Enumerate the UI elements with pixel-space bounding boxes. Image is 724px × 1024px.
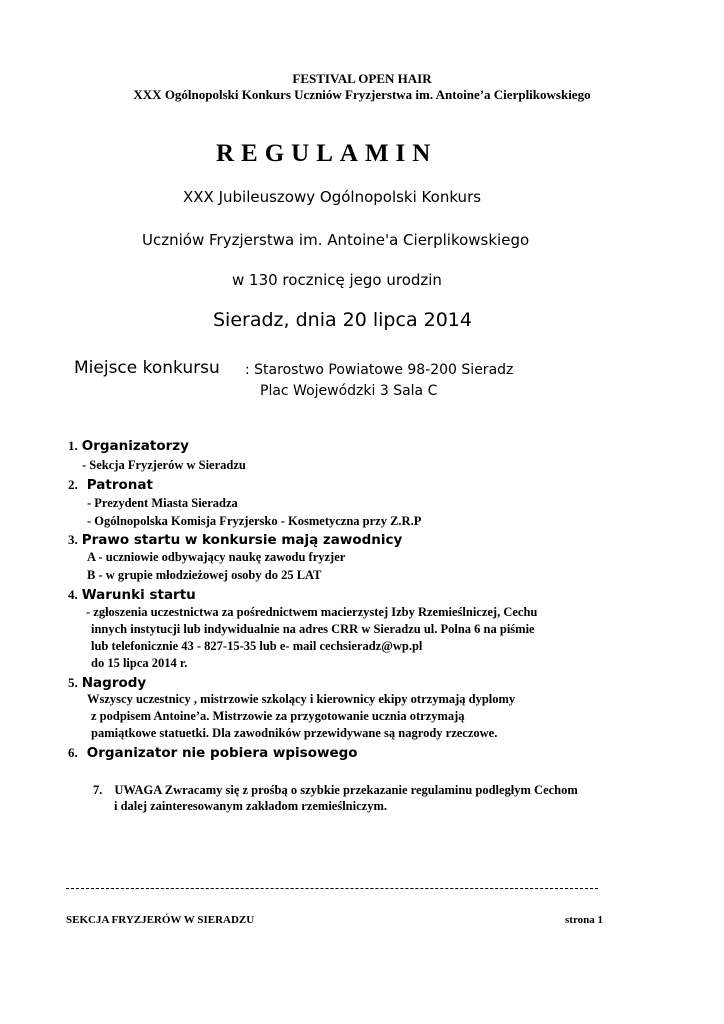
section-organizers xyxy=(68,437,189,455)
section-number: 3. xyxy=(68,532,78,547)
header-contest-name: XXX Ogólnopolski Konkurs Uczniów Fryzjerstwa im. Antoine’a Cierplikowskiego xyxy=(133,87,591,102)
list-item: - Sekcja Fryzjerów w Sieradzu xyxy=(82,458,246,472)
section-number: 6. xyxy=(68,745,78,760)
section-number: 2. xyxy=(68,477,78,492)
list-item: pamiątkowe statuetki. Dla zawodników przewidywane są nagrody rzeczowe. xyxy=(91,726,498,740)
list-item: Wszyscy uczestnicy , mistrzowie szkolący i kierownicy ekipy otrzymają dyplomy xyxy=(87,692,516,706)
list-item: do 15 lipca 2014 r. xyxy=(91,656,188,670)
section-number: 5. xyxy=(68,675,78,690)
footer-organization: SEKCJA FRYZJERÓW W SIERADZU xyxy=(66,914,255,926)
venue-address-1: : Starostwo Powiatowe 98-200 Sieradz xyxy=(245,362,514,378)
section-patronage xyxy=(68,476,153,494)
list-item: A - uczniowie odbywający naukę zawodu fryzjer xyxy=(87,550,346,564)
section-number: 4. xyxy=(68,587,78,602)
section-heading: Patronat xyxy=(86,477,153,493)
section-conditions xyxy=(68,586,196,604)
section-heading: Prawo startu w konkursie mają zawodnicy xyxy=(81,532,403,548)
subtitle-line-3: w 130 rocznicę jego urodzin xyxy=(232,271,442,289)
list-item: - Prezydent Miasta Sieradza xyxy=(87,496,238,510)
section-heading: Nagrody xyxy=(81,675,147,691)
venue-label: Miejsce konkursu xyxy=(74,358,220,378)
section-eligibility xyxy=(68,531,402,549)
list-item: - zgłoszenia uczestnictwa za pośrednictwem macierzystej Izby Rzemieślniczej, Cechu xyxy=(86,605,538,619)
section-no-fee xyxy=(68,744,358,762)
section-heading: Warunki startu xyxy=(81,587,196,603)
page-title: REGULAMIN xyxy=(216,140,438,167)
list-item: lub telefonicznie 43 - 827-15-35 lub e- mail cechsieradz@wp.pl xyxy=(91,639,423,653)
subtitle-line-1: XXX Jubileuszowy Ogólnopolski Konkurs xyxy=(183,188,482,206)
section-number: 1. xyxy=(68,438,78,453)
date-line: Sieradz, dnia 20 lipca 2014 xyxy=(213,309,472,331)
venue-address-2: Plac Wojewódzki 3 Sala C xyxy=(260,383,438,399)
section-notice xyxy=(93,781,578,799)
section-prizes xyxy=(68,674,146,692)
notice-line: UWAGA Zwracamy się z prośbą o szybkie przekazanie regulaminu podległym Cechom xyxy=(114,783,578,797)
subtitle-line-2: Uczniów Fryzjerstwa im. Antoine'a Cierplikowskiego xyxy=(142,231,530,249)
section-number: 7. xyxy=(93,783,103,797)
section-heading: Organizatorzy xyxy=(81,438,189,454)
list-item: - Ogólnopolska Komisja Fryzjersko - Kosmetyczna przy Z.R.P xyxy=(87,514,422,528)
notice-line: i dalej zainteresowanym zakładom rzemieślniczym. xyxy=(114,799,387,813)
list-item: innych instytucji lub indywidualnie na adres CRR w Sieradzu ul. Polna 6 na piśmie xyxy=(91,622,535,636)
section-heading: Organizator nie pobiera wpisowego xyxy=(86,745,358,761)
page-number: strona 1 xyxy=(565,914,603,926)
footer-divider xyxy=(66,888,598,889)
header-festival: FESTIVAL OPEN HAIR xyxy=(292,71,432,86)
list-item: B - w grupie młodzieżowej osoby do 25 LAT xyxy=(87,568,322,582)
list-item: z podpisem Antoine’a. Mistrzowie za przygotowanie ucznia otrzymają xyxy=(91,709,465,723)
